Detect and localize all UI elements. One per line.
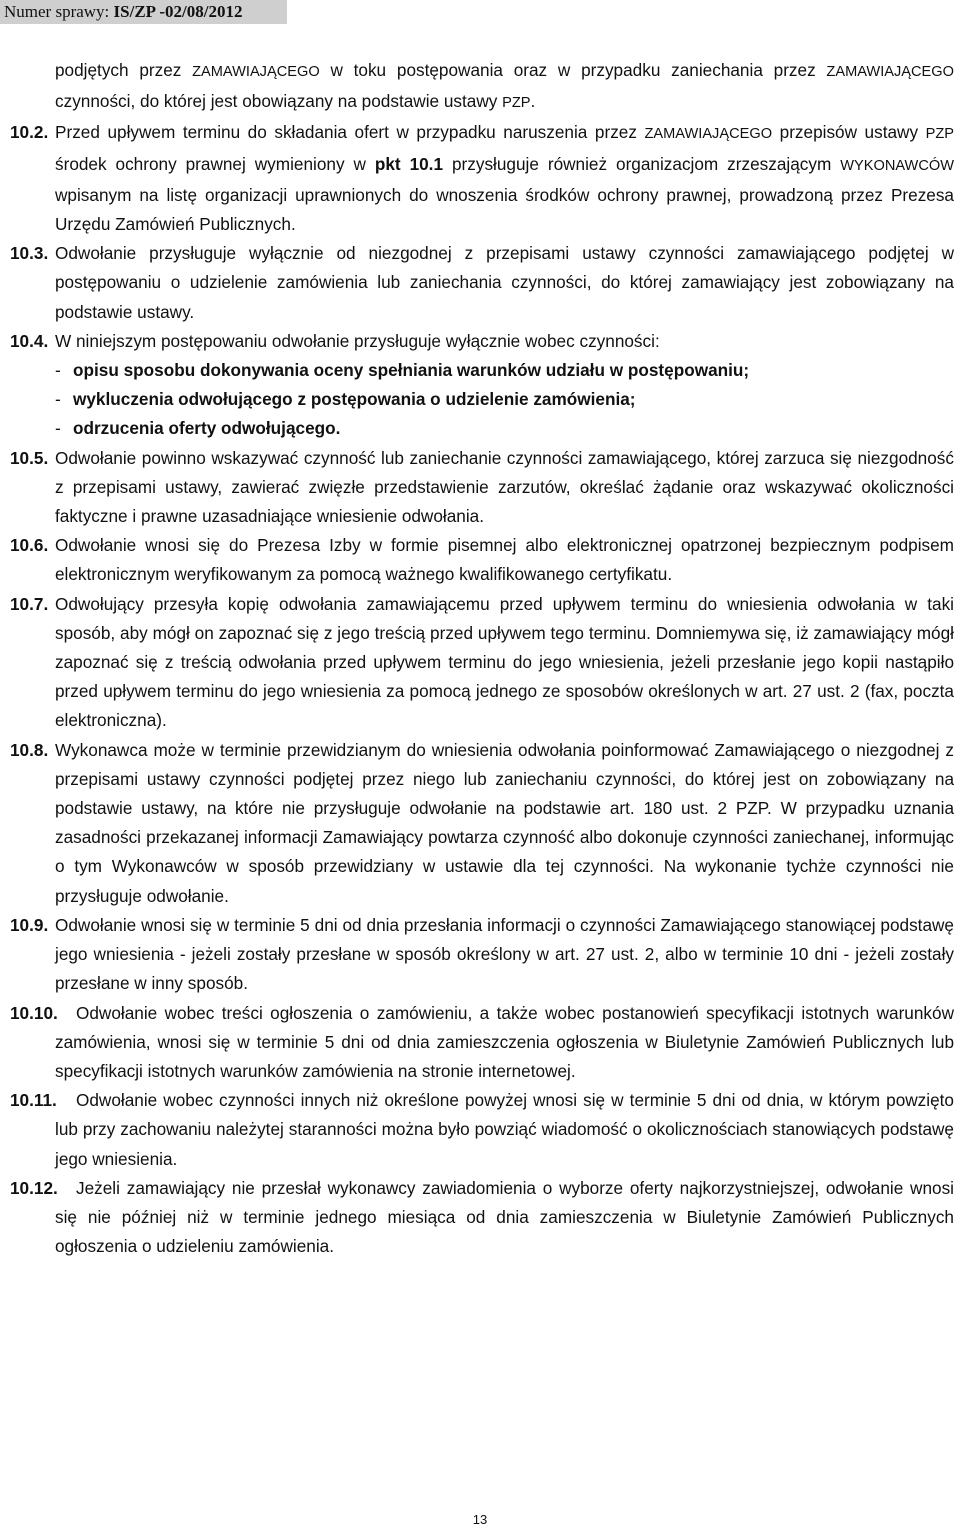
paragraph-text: W niniejszym postępowaniu odwołanie przysługuje wyłącznie wobec czynności:	[55, 330, 660, 351]
paragraph-number: 10.2.	[10, 122, 49, 143]
list-item-text: wykluczenia odwołującego z postępowania o udzielenie zamówienia;	[73, 389, 636, 410]
intro-text-2: w toku postępowania oraz w przypadku zaniechania przez	[319, 60, 827, 80]
paragraph-10-12	[10, 1174, 954, 1262]
paragraph-number: 10.12.	[10, 1177, 58, 1198]
document-body	[10, 56, 954, 1261]
intro-text-4: .	[530, 91, 536, 112]
paragraph-text: Odwołanie wnosi się do Prezesa Izby w formie pisemnej albo elektronicznej opatrzonej bezpiecznym podpisem elektronicznym weryfikowanym za pomocą ważnego kwalifikowanego certyfikatu.	[55, 535, 954, 585]
intro-text-3: czynności, do której jest obowiązany na podstawie ustawy	[55, 91, 503, 112]
p10-2-contractors: WYKONAWCÓW	[840, 157, 954, 174]
paragraph-10-4	[10, 327, 954, 356]
paragraph-text	[55, 118, 954, 239]
paragraph-text: Odwołanie wobec czynności innych niż określone powyżej wnosi się w terminie 5 dni od dnia, w którym powzięto lub przy zachowaniu należytej staranności można było powziąć wiadomość o okolicznościach stanowiących podstawę jego wniesienia.	[55, 1090, 954, 1169]
paragraph-number: 10.10.	[10, 1002, 58, 1023]
list-item	[55, 414, 954, 443]
paragraph-10-9	[10, 911, 954, 999]
case-number-header	[0, 0, 287, 24]
continued-paragraph	[55, 56, 954, 118]
paragraph-10-10	[10, 999, 954, 1087]
p10-2-ordering-party: ZAMAWIAJĄCEGO	[644, 126, 773, 143]
paragraph-text: Wykonawca może w terminie przewidzianym do wniesienia odwołania poinformować Zamawiającego o niezgodnej z przepisami ustawy czynności podjętej przez niego lub zaniechaniu czynności, do której jest on zobowiązany na podstawie ustawy, na które nie przysługuje odwołanie na podstawie art. 180 ust. 2 PZP. W przypadku uznania zasadności przekazanej informacji Zamawiający powtarza czynność albo dokonuje czynności zaniechanej, informując o tym Wykonawców w sposób przewidziany w ustawie dla tej czynności. Na wykonanie tychże czynności nie przysługuje odwołanie.	[55, 739, 954, 906]
paragraph-10-5	[10, 444, 954, 532]
appeal-scope-list	[55, 356, 954, 444]
p10-2-text-3: środek ochrony prawnej wymieniony w	[55, 153, 375, 174]
paragraph-number: 10.11.	[10, 1090, 57, 1111]
p10-2-point-ref: pkt 10.1	[374, 153, 444, 174]
paragraph-text: Odwołanie przysługuje wyłącznie od niezgodnej z przepisami ustawy czynności zamawiającego podjętej w postępowaniu o udzielenie zamówienia lub zaniechania czynności, do której zamawiający jest zobowiązany na podstawie ustawy.	[55, 243, 954, 322]
dash-bullet: -	[55, 418, 61, 439]
intro-text-1: podjętych przez	[55, 60, 193, 80]
paragraph-text: Odwołanie wobec treści ogłoszenia o zamówieniu, a także wobec postanowień specyfikacji istotnych warunków zamówienia, wnosi się w terminie 5 dni od dnia zamieszczenia ogłoszenia w Biuletynie Zamówień Publicznych lub specyfikacji istotnych warunków zamówienia na stronie internetowej.	[55, 1002, 954, 1081]
p10-2-text-4: przysługuje również organizacjom zrzeszającym	[443, 153, 841, 174]
paragraph-number: 10.6.	[10, 535, 49, 556]
paragraph-number: 10.9.	[10, 914, 49, 935]
list-item	[55, 356, 954, 385]
case-number-label: Numer sprawy:	[4, 2, 114, 21]
paragraph-text: Odwołujący przesyła kopię odwołania zamawiającemu przed upływem terminu do wniesienia odwołania w taki sposób, aby mógł on zapoznać się z jego treścią przed upływem tego terminu. Domniemywa się, iż zamawiający mógł zapoznać się z treścią odwołania przed upływem terminu do jego wniesienia, jeżeli przesłanie jego kopii nastąpiło przed upływem terminu do jego wniesienia za pomocą jednego ze sposobów określonych w art. 27 ust. 2 (fax, poczta elektroniczna).	[55, 593, 954, 731]
paragraph-text: Jeżeli zamawiający nie przesłał wykonawcy zawiadomienia o wyborze oferty najkorzystniejszej, odwołanie wnosi się nie później niż w terminie jednego miesiąca od dnia zamieszczenia w Biuletynie Zamówień Publicznych ogłoszenia o udzieleniu zamówienia.	[55, 1177, 954, 1257]
paragraph-number: 10.4.	[10, 330, 49, 351]
paragraph-10-2	[10, 118, 954, 239]
paragraph-10-11	[10, 1086, 954, 1174]
paragraph-number: 10.7.	[10, 593, 49, 614]
paragraph-10-3	[10, 239, 954, 327]
p10-2-pzp: PZP	[925, 126, 954, 143]
p10-2-text-1: Przed upływem terminu do składania ofert w przypadku naruszenia przez	[55, 122, 645, 143]
list-item-text: opisu sposobu dokonywania oceny spełniania warunków udziału w postępowaniu;	[73, 360, 750, 381]
page-number: 13	[472, 1512, 488, 1527]
dash-bullet: -	[55, 389, 61, 410]
intro-ordering-party-2: ZAMAWIAJĄCEGO	[826, 64, 954, 80]
paragraph-text: Odwołanie wnosi się w terminie 5 dni od dnia przesłania informacji o czynności Zamawiającego stanowiącej podstawę jego wniesienia - jeżeli zostały przesłane w sposób określony w art. 27 ust. 2, albo w terminie 10 dni - jeżeli zostały przesłane w inny sposób.	[55, 914, 954, 994]
paragraph-text: Odwołanie powinno wskazywać czynność lub zaniechanie czynności zamawiającego, której zarzuca się niezgodność z przepisami ustawy, zawierać zwięzłe przedstawienie zarzutów, określać żądanie oraz wskazywać okoliczności faktyczne i prawne uzasadniające wniesienie odwołania.	[55, 447, 954, 527]
paragraph-number: 10.5.	[10, 447, 49, 468]
p10-2-text-5: wpisanym na listę organizacji uprawnionych do wnoszenia środków ochrony prawnej, prowadzoną przez Prezesa Urzędu Zamówień Publicznych.	[55, 184, 954, 235]
paragraph-10-7	[10, 590, 954, 736]
intro-ordering-party-1: ZAMAWIAJĄCEGO	[192, 64, 320, 80]
list-item	[55, 385, 954, 414]
intro-pzp: PZP	[502, 95, 531, 112]
case-number-value: IS/ZP -02/08/2012	[113, 2, 243, 21]
paragraph-10-8	[10, 736, 954, 911]
paragraph-number: 10.8.	[10, 739, 49, 760]
dash-bullet: -	[55, 360, 61, 381]
paragraph-10-6	[10, 531, 954, 589]
paragraph-number: 10.3.	[10, 243, 49, 264]
list-item-text: odrzucenia oferty odwołującego.	[73, 418, 341, 439]
p10-2-text-2: przepisów ustawy	[772, 122, 926, 143]
